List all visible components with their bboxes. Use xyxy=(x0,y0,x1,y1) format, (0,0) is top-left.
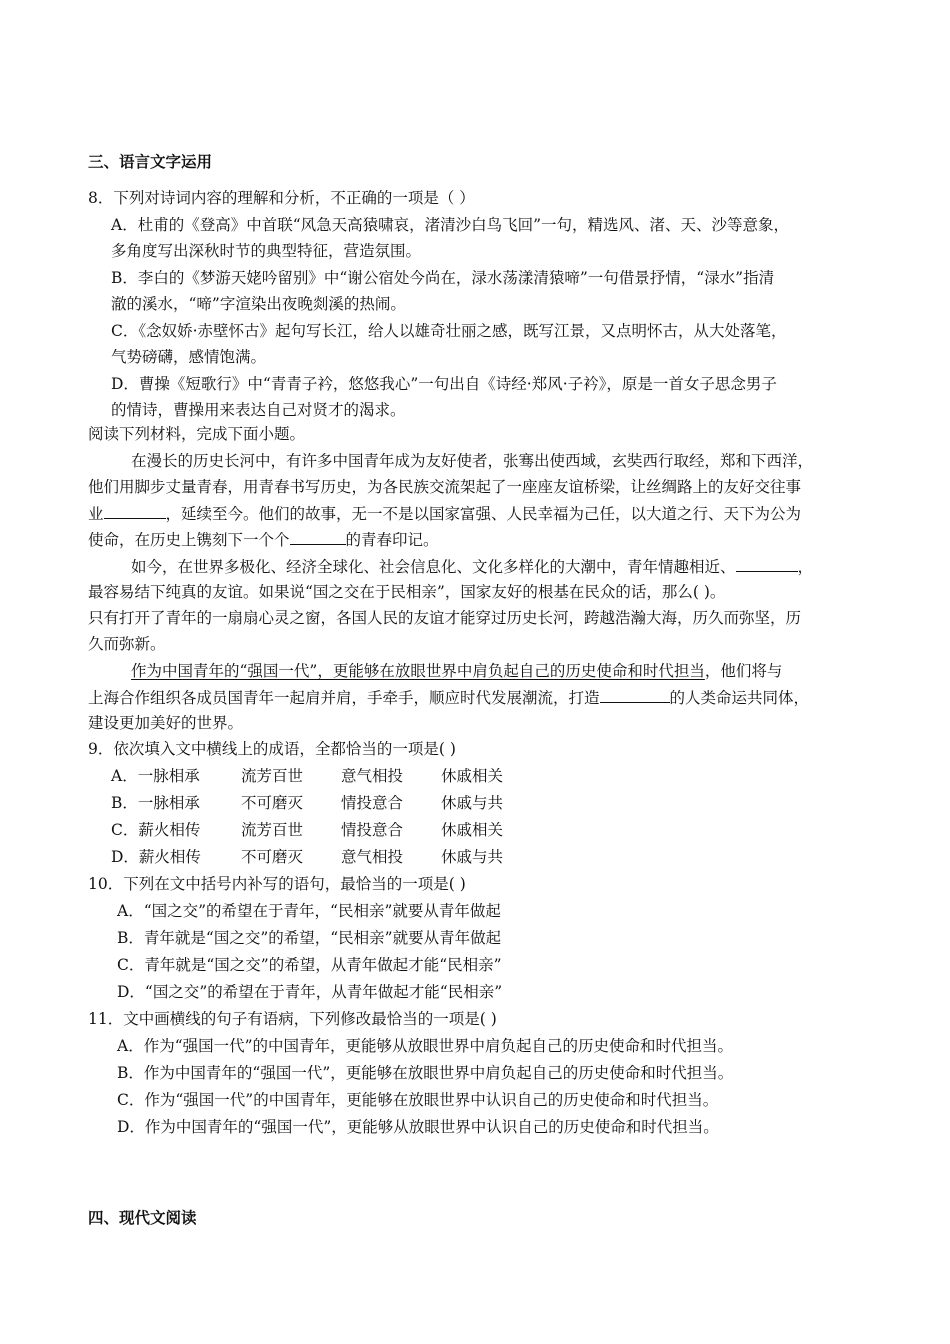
question-10-option-a: A．“国之交”的希望在于青年，“民相亲”就要从青年做起 xyxy=(117,902,501,920)
passage-p1-line2: 他们用脚步丈量青春，用青春书写历史，为各民族交流架起了一座座友谊桥梁，让丝绸路上的友好交往事 xyxy=(88,478,802,496)
question-8-option-d-line1: D．曹操《短歌行》中“青青子衿，悠悠我心”一句出自《诗经·郑风·子衿》，原是一首女子思念男子 xyxy=(111,375,777,393)
passage-p1-line3: 业 ，延续至今。他们的故事，无一不是以国家富强、人民幸福为己任，以大道之行、天下为公为 xyxy=(88,505,802,523)
question-8-option-b-line2: 澈的溪水，“啼”字渲染出夜晚剡溪的热闹。 xyxy=(111,295,406,313)
question-8-option-c-line2: 气势磅礴，感情饱满。 xyxy=(111,348,267,366)
question-8-stem: 8．下列对诗词内容的理解和分析，不正确的一项是（ ） xyxy=(88,189,475,207)
passage-p2-line1: 如今，在世界多极化、经济全球化、社会信息化、文化多样化的大潮中，青年情趣相近、 ， xyxy=(131,558,814,576)
question-11-stem: 11．文中画横线的句子有语病，下列修改最恰当的一项是( ) xyxy=(88,1010,497,1028)
passage-p1-line4: 使命，在历史上镌刻下一个个 的青春印记。 xyxy=(88,531,439,549)
question-9-stem: 9．依次填入文中横线上的成语，全都恰当的一项是( ) xyxy=(88,740,456,758)
passage-p2-line2: 最容易结下纯真的友谊。如果说“国之交在于民相亲”，国家友好的根基在民众的话，那么( )。 xyxy=(88,583,726,601)
question-10-option-d: D．“国之交”的希望在于青年，从青年做起才能“民相亲” xyxy=(117,983,503,1001)
question-10-option-b: B．青年就是“国之交”的希望，“民相亲”就要从青年做起 xyxy=(117,929,502,947)
question-8-option-c-line1: C．《念奴娇·赤壁怀古》起句写长江，给人以雄奇壮丽之感，既写江景，又点明怀古，从大处落笔， xyxy=(111,322,787,340)
reading-intro: 阅读下列材料，完成下面小题。 xyxy=(88,425,306,443)
passage-p3-line3: 建设更加美好的世界。 xyxy=(88,714,244,732)
question-8-option-a-line2: 多角度写出深秋时节的典型特征，营造氛围。 xyxy=(111,242,422,260)
passage-p3-line1: 作为中国青年的“强国一代”，更能够在放眼世界中肩负起自己的历史使命和时代担当，他们将与 xyxy=(131,662,783,680)
section-heading-4: 四、现代文阅读 xyxy=(88,1209,197,1227)
fill-blank-4 xyxy=(600,687,670,703)
exam-page: 三、语言文字运用 8．下列对诗词内容的理解和分析，不正确的一项是（ ） A．杜甫的《登高》中首联“风急天高猿啸哀，渚清沙白鸟飞回”一句，精选风、渚、天、沙等意象， 多角度写出深秋时节的典型特征，营造氛围。 B．李白的《梦游天姥吟留别》中“谢公宿处今尚在，渌水荡漾清猿啼”一句借景抒情，“渌水”指清 澈的溪水，“啼”字渲染出夜晚剡溪的热闹。 C．《念奴娇·赤壁怀古》起句写长江，给人以雄奇壮丽之感，既写江景，又点明怀古，从大处落笔， 气势磅礴，感情饱满。 D．曹操《短歌行》中“青青子衿，悠悠我心”一句出自《诗经·郑风·子衿》，原是一首女子思念男子 的情诗，曹操用来表达自己对贤才的渴求。 阅读下列材料，完成下面小题。 在漫长的历史长河中，有许多中国青年成为友好使者，张骞出使西域，玄奘西行取经，郑和下西洋， 他们用脚步丈量青春，用青春书写历史，为各民族交流架起了一座座友谊桥梁，让丝绸路上的友好交往事 业 ，延续至今。他们的故事，无一不是以国家富强、人民幸福为己任，以大道之行、天下为公为 使命，在历史上镌刻下一个个 的青春印记。 如今，在世界多极化、经济全球化、社会信息化、文化多样化的大潮中，青年情趣相近、 ， 最容易结下纯真的友谊。如果说“国之交在于民相亲”，国家友好的根基在民众的话，那么( )。 只有打开了青年的一扇扇心灵之窗，各国人民的友谊才能穿过历史长河，跨越浩瀚大海，历久而弥坚，历 久而弥新。 作为中国青年的“强国一代”，更能够在放眼世界中肩负起自己的历史使命和时代担当，他们将与 上海合作组织各成员国青年一起肩并肩，手牵手，顺应时代发展潮流，打造 的人类命运共同体， 建设更加美好的世界。 9．依次填入文中横线上的成语，全都恰当的一项是( ) A．一脉相承 流芳百世 意气相投 休戚相关 B．一脉相承 不可磨灭 情投意合 休戚与共 C．薪火相传 流芳百世 情投意合 休戚相关 D．薪火相传 不可磨灭 意气相投 休戚与共 10．下列在文中括号内补写的语句，最恰当的一项是( ) A．“国之交”的希望在于青年，“民相亲”就要从青年做起 B．青年就是“国之交”的希望，“民相亲”就要从青年做起 C．青年就是“国之交”的希望，从青年做起才能“民相亲” D．“国之交”的希望在于青年，从青年做起才能“民相亲” 11．文中画横线的句子有语病，下列修改最恰当的一项是( ) A．作为“强国一代”的中国青年，更能够从放眼世界中肩负起自己的历史使命和时代担当。 B．作为中国青年的“强国一代”，更能够在放眼世界中肩负起自己的历史使命和时代担当。 C．作为“强国一代”的中国青年，更能够在放眼世界中认识自己的历史使命和时代担当。 D．作为中国青年的“强国一代”，更能够从放眼世界中认识自己的历史使命和时代担当。 四、现代文阅读 xyxy=(88,153,814,1227)
question-8-option-d-line2: 的情诗，曹操用来表达自己对贤才的渴求。 xyxy=(111,401,406,419)
question-11-option-d: D．作为中国青年的“强国一代”，更能够从放眼世界中认识自己的历史使命和时代担当。 xyxy=(117,1118,719,1136)
question-10-option-c: C．青年就是“国之交”的希望，从青年做起才能“民相亲” xyxy=(117,956,502,974)
fill-blank-2 xyxy=(290,529,346,545)
passage-p3-line2: 上海合作组织各成员国青年一起肩并肩，手牵手，顺应时代发展潮流，打造 的人类命运共同体， xyxy=(88,689,810,707)
passage-p1-line1: 在漫长的历史长河中，有许多中国青年成为友好使者，张骞出使西域，玄奘西行取经，郑和下西洋， xyxy=(131,452,814,470)
section-heading-3: 三、语言文字运用 xyxy=(88,153,213,171)
passage-p2-line3: 只有打开了青年的一扇扇心灵之窗，各国人民的友谊才能穿过历史长河，跨越浩瀚大海，历久而弥坚，历 xyxy=(88,609,802,627)
question-8-option-b-line1: B．李白的《梦游天姥吟留别》中“谢公宿处今尚在，渌水荡漾清猿啼”一句借景抒情，“渌水”指清 xyxy=(111,269,775,287)
fill-blank-1 xyxy=(104,503,166,519)
question-11-option-b: B．作为中国青年的“强国一代”，更能够在放眼世界中肩负起自己的历史使命和时代担当。 xyxy=(117,1064,734,1082)
underlined-sentence: 作为中国青年的“强国一代”，更能够在放眼世界中肩负起自己的历史使命和时代担当 xyxy=(131,662,705,680)
question-10-stem: 10．下列在文中括号内补写的语句，最恰当的一项是( ) xyxy=(88,875,466,893)
question-11-option-c: C．作为“强国一代”的中国青年，更能够在放眼世界中认识自己的历史使命和时代担当。 xyxy=(117,1091,719,1109)
question-8-option-a-line1: A．杜甫的《登高》中首联“风急天高猿啸哀，渚清沙白鸟飞回”一句，精选风、渚、天、沙等意象， xyxy=(111,216,790,234)
fill-blank-3 xyxy=(736,556,798,572)
passage-p2-line4: 久而弥新。 xyxy=(88,635,166,653)
question-11-option-a: A．作为“强国一代”的中国青年，更能够从放眼世界中肩负起自己的历史使命和时代担当。 xyxy=(117,1037,734,1055)
